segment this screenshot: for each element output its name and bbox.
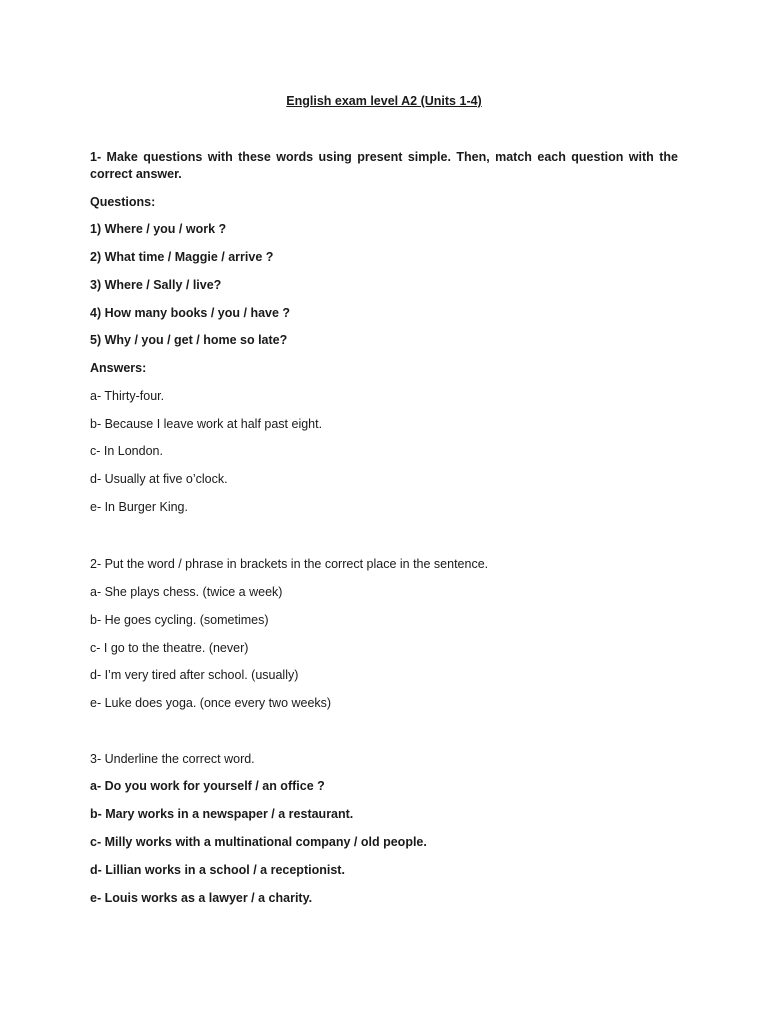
section2-item: c- I go to the theatre. (never) [90, 641, 249, 655]
answer-item: b- Because I leave work at half past eight. [90, 417, 323, 431]
question-item: 5) Why / you / get / home so late? [90, 333, 288, 347]
section3-item: c- Milly works with a multinational company / old people. [90, 835, 427, 849]
section2-instruction: 2- Put the word / phrase in brackets in the correct place in the sentence. [90, 557, 489, 571]
question-item: 3) Where / Sally / live? [90, 278, 222, 292]
answer-item: c- In London. [90, 444, 163, 458]
questions-heading: Questions: [90, 195, 156, 209]
answer-item: a- Thirty-four. [90, 389, 165, 403]
section2-item: e- Luke does yoga. (once every two weeks) [90, 696, 332, 710]
section3-instruction: 3- Underline the correct word. [90, 752, 255, 766]
section3-item: b- Mary works in a newspaper / a restaurant. [90, 807, 354, 821]
section3-item: e- Louis works as a lawyer / a charity. [90, 891, 313, 905]
section2-item: d- I’m very tired after school. (usually) [90, 668, 299, 682]
question-item: 4) How many books / you / have ? [90, 306, 291, 320]
section1-instruction: 1- Make questions with these words using present simple. Then, match each question with the correct answer. [90, 150, 678, 181]
section2-item: a- She plays chess. (twice a week) [90, 585, 283, 599]
answer-item: d- Usually at five o’clock. [90, 472, 228, 486]
question-item: 2) What time / Maggie / arrive ? [90, 250, 274, 264]
exam-title: English exam level A2 (Units 1-4) [286, 94, 482, 108]
answer-item: e- In Burger King. [90, 500, 188, 514]
section3-item: a- Do you work for yourself / an office ? [90, 779, 325, 793]
section3-item: d- Lillian works in a school / a receptionist. [90, 863, 345, 877]
section2-item: b- He goes cycling. (sometimes) [90, 613, 269, 627]
answers-heading: Answers: [90, 361, 147, 375]
question-item: 1) Where / you / work ? [90, 222, 227, 236]
